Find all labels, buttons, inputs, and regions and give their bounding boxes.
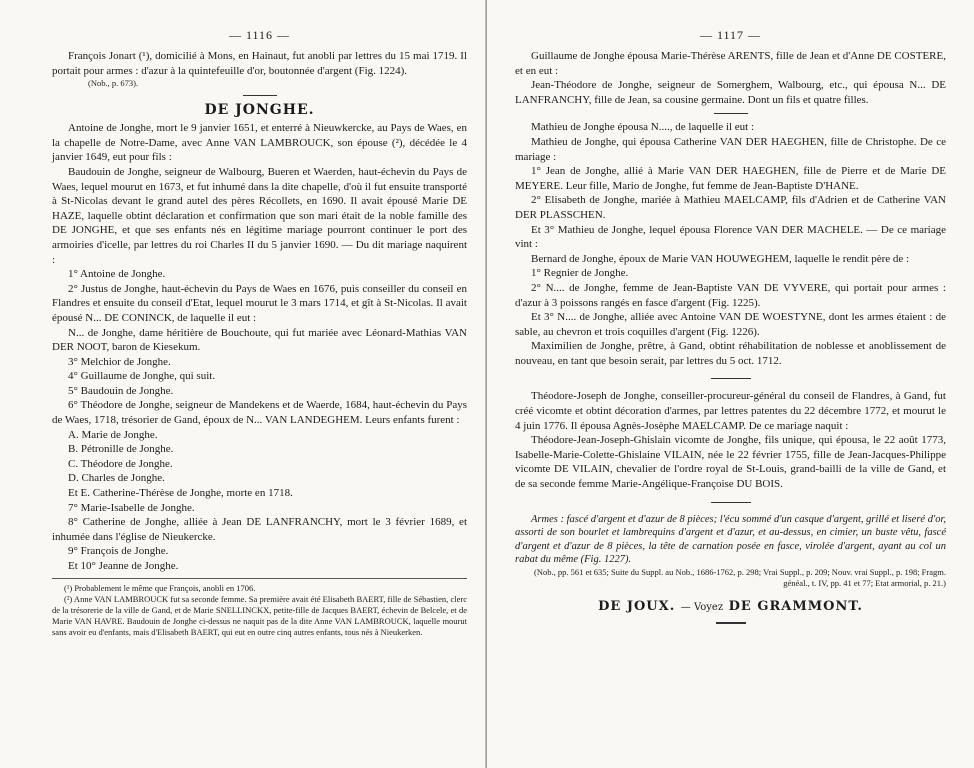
arms-source: (Nob., pp. 561 et 635; Suite du Suppl. au Nob., 1686-1762, p. 298; Vrai Suppl., p. 209; Nouv. vrai Suppl., p. 198; Fragm. généal., t. IV, pp. 41 et 77; Etat armorial, p. 21.) bbox=[534, 566, 946, 588]
section-title-de-jonghe: DE JONGHE. bbox=[204, 102, 315, 119]
joux-name: DE JOUX. bbox=[598, 598, 676, 614]
paragraph: Théodore-Jean-Joseph-Ghislain vicomte de Jonghe, fils unique, qui épousa, le 22 août 1773, Isabelle-Marie-Colette-Ghislaine VILAIN, née le 22 février 1755, fille de Jean-Jacques-Philippe vicomte DE VILAIN, chevalier de l'ordre royal de St-Louis, grand-bailli de la ville de Gand, et de sa seconde femme Marie-Angélique-Françoise DU BOIS. bbox=[515, 434, 946, 491]
child-entry: 8° Catherine de Jonghe, alliée à Jean DE LANFRANCHY, mort le 3 février 1689, et inhumée dans l'église de Nieukercke. bbox=[52, 516, 467, 543]
separator-rule bbox=[243, 95, 277, 96]
child-entry: A. Marie de Jonghe. bbox=[68, 428, 158, 441]
child-entry: 6° Théodore de Jonghe, seigneur de Mandekens et de Waerde, 1684, haut-échevin du Pays de Waes, 1718, trésorier de Gand, époux de N... VAN LANDEGHEM. Leurs enfants furent : bbox=[52, 399, 467, 427]
child-entry: N... de Jonghe, dame héritière de Bouchoute, qui fut mariée avec Léonard-Mathias VAN DER NOOT, baron de Kiesekum. bbox=[52, 326, 467, 354]
child-entry: 9° François de Jonghe. bbox=[68, 545, 169, 558]
footnote: (²) Anne VAN LAMBROUCK fut sa seconde femme. Sa première avait été Elisabeth BAERT, fille de Sébastien, clerc de la trésorerie de la ville de Gand, et de Marie SNELLINCKX, petite-fille de Jacques BAERT, échevin de Belcele, et de Marie VAN HAVRE. Baudouin de Jonghe ci-dessus ne naquit pas de la dite Anne VAN LAMBROUCK, laquelle mourut sans avoir eu d'enfants, mais d'Elisabeth BAERT, qui eut en outre cinq autres enfants, tous nés à Nieukerken. bbox=[52, 593, 467, 637]
paragraph: 2° N.... de Jonghe, femme de Jean-Baptiste VAN DE VYVERE, qui portait pour armes : d'azur à 3 poissons rangés en fasce d'argent (Fig. 1225). bbox=[515, 281, 946, 309]
separator-rule bbox=[711, 502, 751, 503]
footnote: (¹) Probablement le même que François, anobli en 1706. bbox=[64, 582, 256, 593]
paragraph: Baudouin de Jonghe, seigneur de Walbourg, Bueren et Waerden, haut-échevin du Pays de Waes, lequel mourut en 1673, et fut inhumé dans la dite chapelle, d'où il fut ensuite transporté à St-Nicolas devant le grand autel des pères Récollets, en 1690. Il avait épousé Marie DE HAZE, laquelle obtint déclaration et confirmation que son mari était de la noble famille des DE JONGHE, et que ses enfants nés en légitime mariage pourront continuer le port des armoiries d'icelle, par lettres du roi Charles II du 5 janvier 1690. — Du dit mariage naquirent : bbox=[52, 165, 467, 266]
cross-reference-de-joux bbox=[515, 599, 946, 614]
child-entry: 5° Baudouin de Jonghe. bbox=[68, 384, 174, 397]
right-page-number: — 1117 — bbox=[699, 28, 762, 42]
paragraph: 2° Elisabeth de Jonghe, mariée à Mathieu MAELCAMP, fils d'Adrien et de Catherine VAN DER PLASSCHEN. bbox=[515, 194, 946, 221]
jonart-paragraph: François Jonart (¹), domicilié à Mons, en Hainaut, fut anobli par lettres du 15 mai 1719. Il portait pour armes : d'azur à la quintefeuille d'or, boutonnée d'argent (Fig. 1224). bbox=[52, 50, 467, 77]
arms-description: Armes : fascé d'argent et d'azur de 8 pièces; l'écu sommé d'un casque d'argent, grillé et liseré d'or, assorti de son bourlet et lambrequins d'argent et d'azur, et au-dessus, en cimier, un buste vêtu, fascé d'argent et d'azur de 8 pièces, la tête de carnation posée en fasce, virolée d'argent, ayant au col un rabat du même (Fig. 1227). bbox=[515, 513, 946, 566]
child-entry: 1° Antoine de Jonghe. bbox=[68, 268, 166, 281]
joux-see: — Voyez bbox=[680, 601, 724, 613]
child-entry: 2° Justus de Jonghe, haut-échevin du Pays de Waes en 1676, puis conseiller du conseil en Flandres et ensuite du conseil d'Etat, lequel mourut le 3 mars 1714, et gît à St-Nicolas. Il avait épousé N... DE CONINCK, de laquelle il eut : bbox=[52, 282, 467, 324]
paragraph: 1° Jean de Jonghe, allié à Marie VAN DER HAEGHEN, fille de Pierre et de Marie DE MEYERE. Leur fille, Mario de Jonghe, fut femme de Jean-Baptiste D'HANE. bbox=[515, 165, 946, 192]
child-entry: D. Charles de Jonghe. bbox=[68, 472, 165, 485]
separator-rule bbox=[714, 113, 748, 114]
child-entry: C. Théodore de Jonghe. bbox=[68, 457, 173, 470]
child-entry: Et 10° Jeanne de Jonghe. bbox=[68, 560, 179, 572]
paragraph: Mathieu de Jonghe, qui épousa Catherine VAN DER HAEGHEN, fille de Christophe. De ce mariage : bbox=[515, 135, 946, 163]
paragraph: Mathieu de Jonghe épousa N...., de laquelle il eut : bbox=[531, 121, 754, 134]
left-page-number: — 1116 — bbox=[228, 28, 291, 42]
paragraph: 1° Regnier de Jonghe. bbox=[531, 267, 629, 280]
jonart-source: (Nob., p. 673). bbox=[88, 78, 139, 89]
paragraph: Jean-Théodore de Jonghe, seigneur de Somerghem, Walbourg, etc., qui épousa N... DE LANFRANCHY, fille de Jean, sa cousine germaine. Dont un fils et quatre filles. bbox=[515, 79, 946, 106]
paragraph: Antoine de Jonghe, mort le 9 janvier 1651, et enterré à Nieuwkercke, au Pays de Waes, en la chapelle de Notre-Dame, avec Anne VAN LAMBROUCK, son épouse (²), décédée le 4 janvier 1649, eut pour fils : bbox=[52, 122, 467, 164]
child-entry: Et E. Catherine-Thérèse de Jonghe, morte en 1718. bbox=[68, 487, 293, 500]
paragraph: Guillaume de Jonghe épousa Marie-Thérèse ARENTS, fille de Jean et d'Anne DE COSTERE, et en eut : bbox=[515, 50, 946, 77]
paragraph: Et 3° N.... de Jonghe, alliée avec Antoine VAN DE WOESTYNE, dont les armes étaient : de sable, au chevron et trois coquilles d'argent (Fig. 1226). bbox=[515, 311, 946, 338]
right-page bbox=[487, 0, 974, 768]
joux-ref: DE GRAMMONT. bbox=[728, 598, 863, 614]
end-rule bbox=[716, 622, 746, 624]
child-entry: 3° Melchior de Jonghe. bbox=[68, 355, 171, 368]
paragraph: Bernard de Jonghe, époux de Marie VAN HOUWEGHEM, laquelle le rendit père de : bbox=[531, 252, 910, 265]
paragraph: Et 3° Mathieu de Jonghe, lequel épousa Florence VAN DER MACHELE. — De ce mariage vint : bbox=[515, 223, 946, 251]
footnote-separator bbox=[52, 578, 467, 579]
paragraph: Théodore-Joseph de Jonghe, conseiller-procureur-général du conseil de Flandres, à Gand, fut créé vicomte et obtint décoration d'armes, par lettres patentes du 22 décembre 1772, et mourut le 4 juin 1776. Il épousa Agnès-Josèphe MAELCAMP. De ce mariage naquit : bbox=[515, 390, 946, 432]
child-entry: 4° Guillaume de Jonghe, qui suit. bbox=[68, 370, 216, 383]
separator-rule bbox=[711, 378, 751, 379]
child-entry: 7° Marie-Isabelle de Jonghe. bbox=[68, 501, 195, 514]
child-entry: B. Pétronille de Jonghe. bbox=[68, 443, 174, 456]
paragraph: Maximilien de Jonghe, prêtre, à Gand, obtint réhabilitation de noblesse et anoblissement de nouveau, en tant que besoin serait, par lettres du 5 oct. 1712. bbox=[515, 340, 946, 367]
